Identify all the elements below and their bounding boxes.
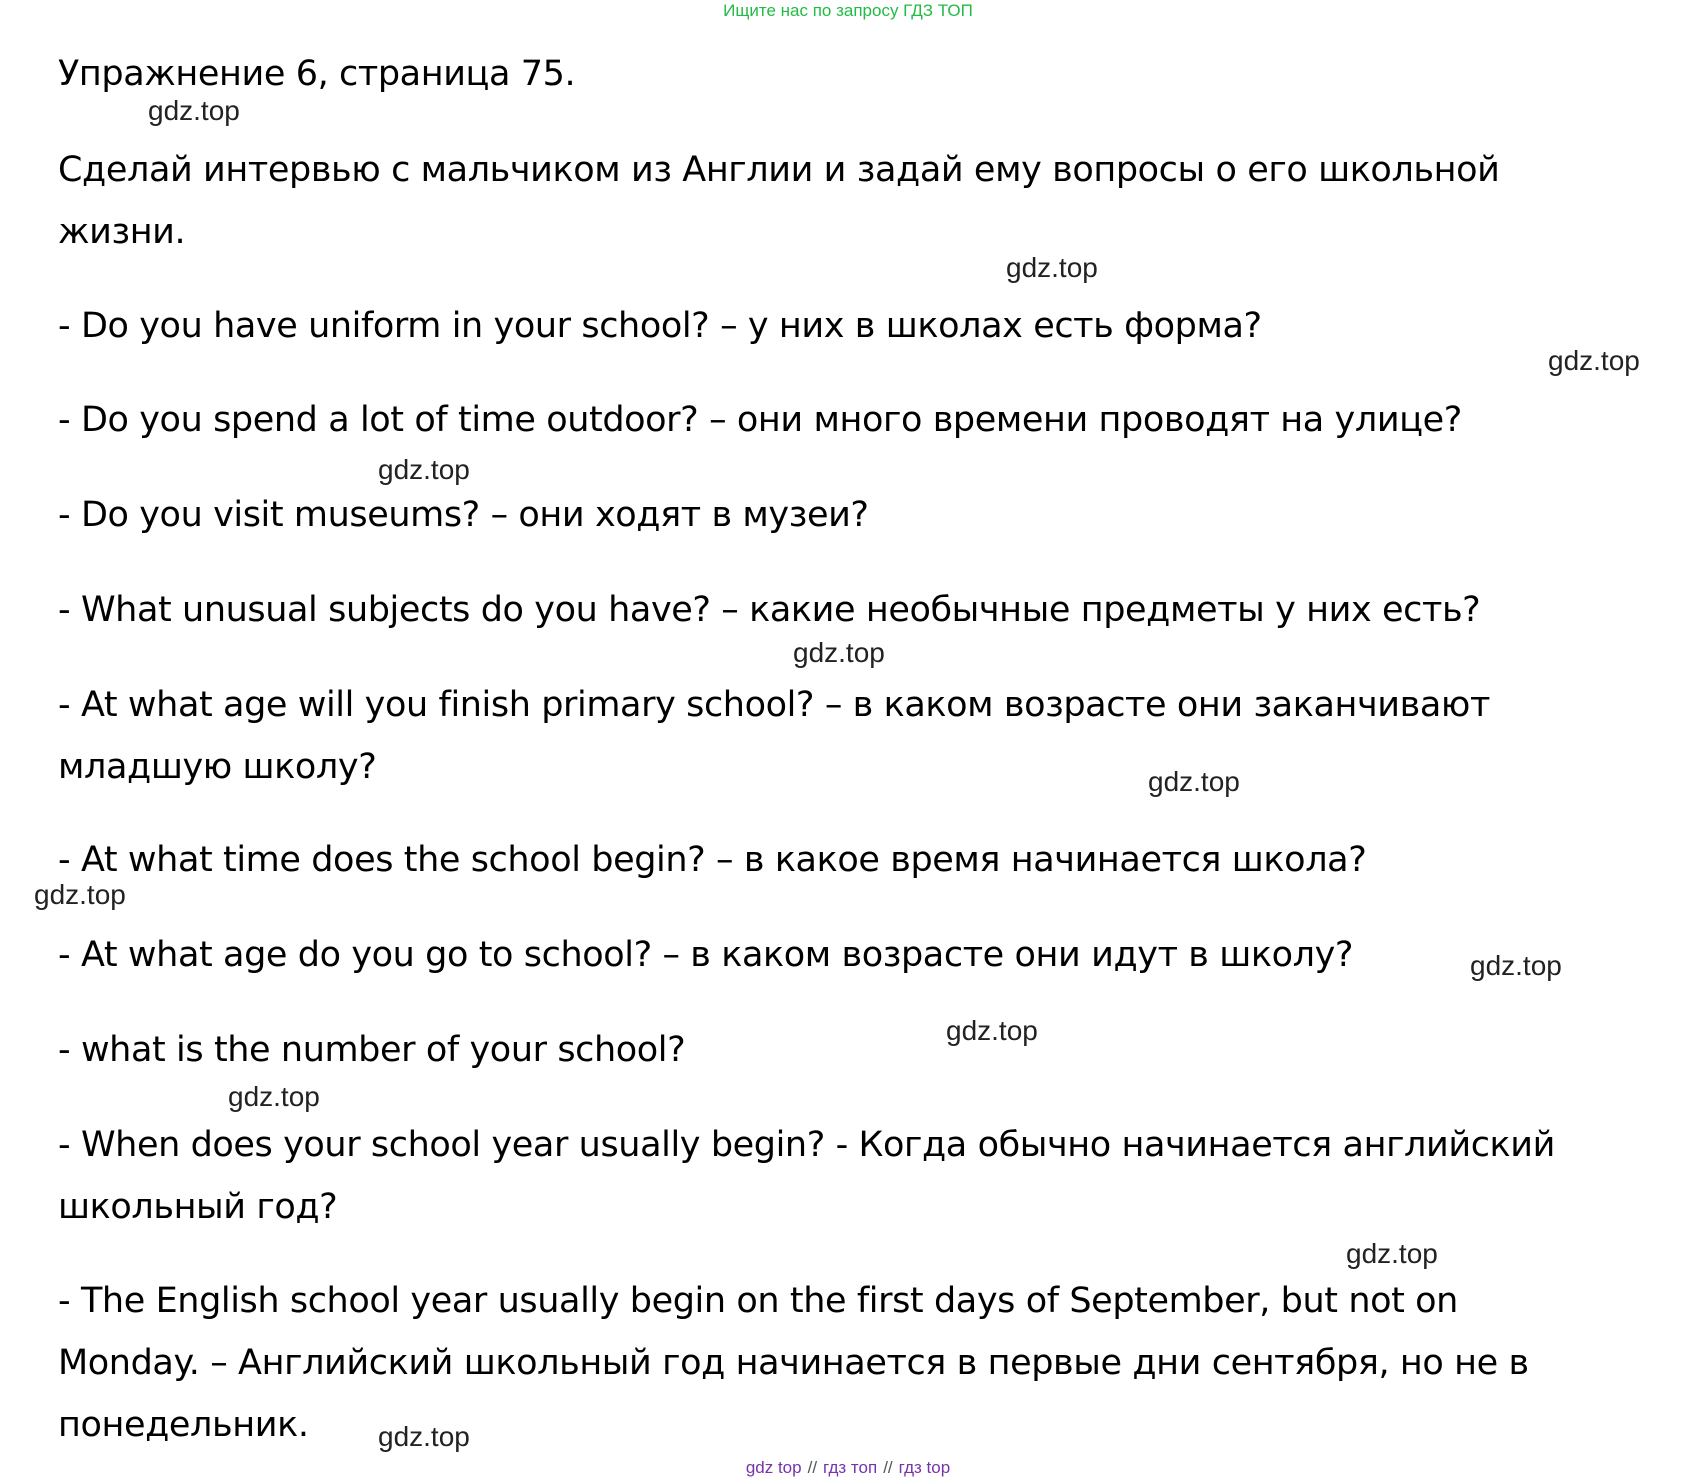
answer-school-year-line-3: понедельник. [58,1405,309,1445]
watermark: gdz.top [1548,345,1640,376]
task-text-line-2: жизни. [58,212,186,252]
question-museums: - Do you visit museums? – они ходят в музеи? [58,495,869,535]
footer-separator: // [883,1458,893,1477]
watermark: gdz.top [793,637,885,668]
watermark: gdz.top [34,879,126,910]
watermark: gdz.top [1470,950,1562,981]
question-school-begin-time: - At what time does the school begin? – в какое время начинается школа? [58,840,1367,880]
watermark: gdz.top [1006,252,1098,283]
task-text-line-1: Сделай интервью с мальчиком из Англии и задай ему вопросы о его школьной [58,150,1500,190]
question-school-year-line-2: школьный год? [58,1187,338,1227]
question-primary-school-line-2: младшую школу? [58,747,377,787]
footer-link-gdz-top-ru[interactable]: гдз топ [823,1458,878,1477]
footer-link-gdz-top-mixed[interactable]: гдз top [898,1458,951,1477]
answer-school-year-line-2: Monday. – Английский школьный год начинается в первые дни сентября, но не в [58,1343,1529,1383]
footer-link-gdz-top[interactable]: gdz top [745,1458,802,1477]
watermark: gdz.top [378,454,470,485]
footer-separator: // [807,1458,818,1477]
question-school-age: - At what age do you go to school? – в каком возрасте они идут в школу? [58,935,1354,975]
watermark: gdz.top [378,1421,470,1452]
watermark: gdz.top [1346,1238,1438,1269]
watermark: gdz.top [228,1081,320,1112]
question-school-number: - what is the number of your school? [58,1030,686,1070]
exercise-title: Упражнение 6, страница 75. [58,54,576,94]
watermark: gdz.top [148,95,240,126]
question-subjects: - What unusual subjects do you have? – какие необычные предметы у них есть? [58,590,1481,630]
watermark: gdz.top [1148,766,1240,797]
search-hint-banner: Ищите нас по запросу ГДЗ ТОП [723,1,973,20]
question-school-year-line-1: - When does your school year usually begin? - Когда обычно начинается английский [58,1125,1555,1165]
footer-links [0,1458,1696,1478]
question-outdoor: - Do you spend a lot of time outdoor? – они много времени проводят на улице? [58,400,1462,440]
watermark: gdz.top [946,1015,1038,1046]
question-primary-school-line-1: - At what age will you finish primary school? – в каком возрасте они заканчивают [58,685,1490,725]
answer-school-year-line-1: - The English school year usually begin on the first days of September, but not on [58,1281,1458,1321]
question-uniform: - Do you have uniform in your school? – у них в школах есть форма? [58,306,1262,346]
